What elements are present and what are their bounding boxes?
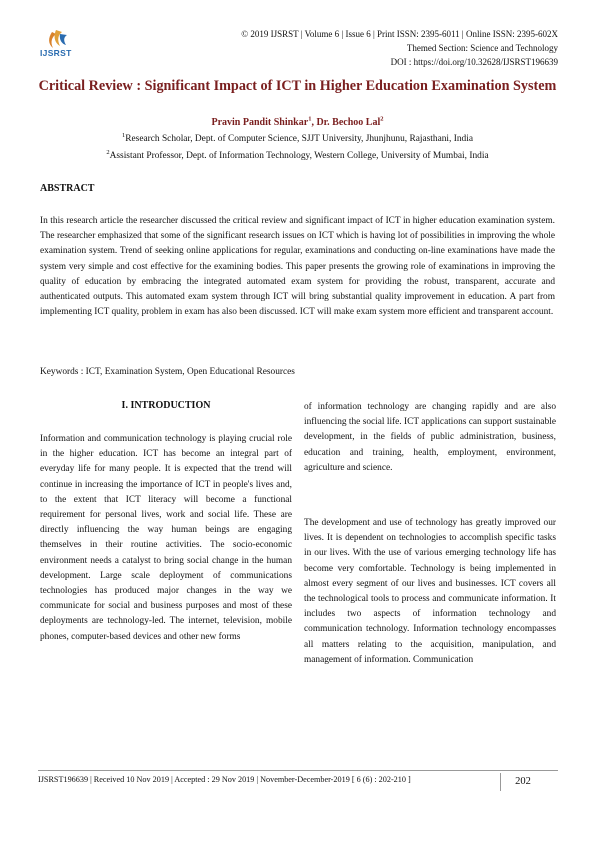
section-heading-introduction: I. INTRODUCTION	[121, 400, 211, 411]
page-number: 202	[500, 773, 545, 791]
abstract-heading: ABSTRACT	[40, 183, 95, 194]
intro-column-left: Information and communication technology is playing crucial role in the higher education. ICT has become an integral part of everyday life for many people. It is expected that the trend will continue in increasing the importance of ICT in people's lives and, to the extent that ICT literacy will become a functional requirement for personal lives, work and social life. These are directly influencing the way human beings are engaging themselves in their routine activities. The socio-economic environment needs a catalyst to bring social change in the human development. Large scale deployment of communications technologies has produced major changes in the way we communicate for social and business purposes and most of these deployments are technology-led. The internet, television, mobile phones, computer-based devices and other new forms	[40, 434, 292, 642]
header-doi[interactable]: DOI : https://doi.org/10.32628/IJSRST196639	[390, 57, 558, 67]
author-2: Dr. Bechoo Lal	[316, 117, 381, 128]
author-2-mark: 2	[380, 115, 384, 123]
author-1-mark: 1	[308, 115, 312, 123]
header-section: Themed Section: Science and Technology	[406, 43, 558, 53]
abstract-body: In this research article the researcher discussed the critical review and significant impact of ICT in higher education examination system. The researcher emphasized that some of the significant research issues on ICT which is having lot of possibilities in improving the whole examination system. Trend of seeking online applications for regular, examinations and conducting on-line examinations have made the system very simple and cost effective for the examining bodies. This paper presents the growing role of examinations in improving the quality of education by embracing the integrated automated exam system for providing the robust, transparent, accurate and authenticated outputs. This automated exam system through ICT will bring substantial quality improvement in education. A part from implementing ICT quality, problem in exam has also been discussed. ICT will make exam system more efficient and transparent account.	[40, 216, 555, 318]
affiliation-1	[30, 131, 565, 144]
header-citation: © 2019 IJSRST | Volume 6 | Issue 6 | Print ISSN: 2395-6011 | Online ISSN: 2395-602X	[241, 29, 558, 39]
affiliation-2	[30, 148, 565, 161]
journal-logo-icon	[38, 28, 82, 64]
footer-citation: IJSRST196639 | Received 10 Nov 2019 | Accepted : 29 Nov 2019 | November-December-2019 [ 6 (6) : 202-210 ]	[38, 775, 411, 784]
journal-logo-text: IJSRST	[40, 48, 72, 58]
author-list	[30, 117, 565, 128]
affiliation-2-mark: 2	[106, 148, 110, 156]
affiliation-1-mark: 1	[122, 131, 126, 139]
footer-divider	[38, 770, 558, 771]
affiliation-2-text: Assistant Professor, Dept. of Information Technology, Western College, University of Mumbai, India	[109, 151, 489, 161]
affiliation-1-text: Research Scholar, Dept. of Computer Science, SJJT University, Jhunjhunu, Rajasthani, India	[125, 134, 473, 144]
keywords: Keywords : ICT, Examination System, Open Educational Resources	[40, 367, 295, 377]
intro-column-right-para2: The development and use of technology has greatly improved our lives. It is dependent on technologies to accomplish specific tasks in our lives. With the use of various emerging technology life has become very comfortable. Technology is being implemented in almost every segment of our lives and businesses. ICT covers all the technological tools to process and communicate information. It includes two aspects of information technology and communication technology. Information technology encompasses all matters relating to the acquisition, manipulation, and management of information. Communication	[304, 518, 556, 665]
paper-title: Critical Review : Significant Impact of ICT in Higher Education Examination System	[38, 78, 557, 94]
author-separator: ,	[311, 117, 317, 128]
intro-column-right-para1: of information technology are changing rapidly and are also influencing the social life. ICT applications can support sustainable development, in the fields of public administration, business, education and training, health, employment, environment, agriculture and science.	[304, 402, 556, 473]
author-1: Pravin Pandit Shinkar	[211, 117, 309, 128]
